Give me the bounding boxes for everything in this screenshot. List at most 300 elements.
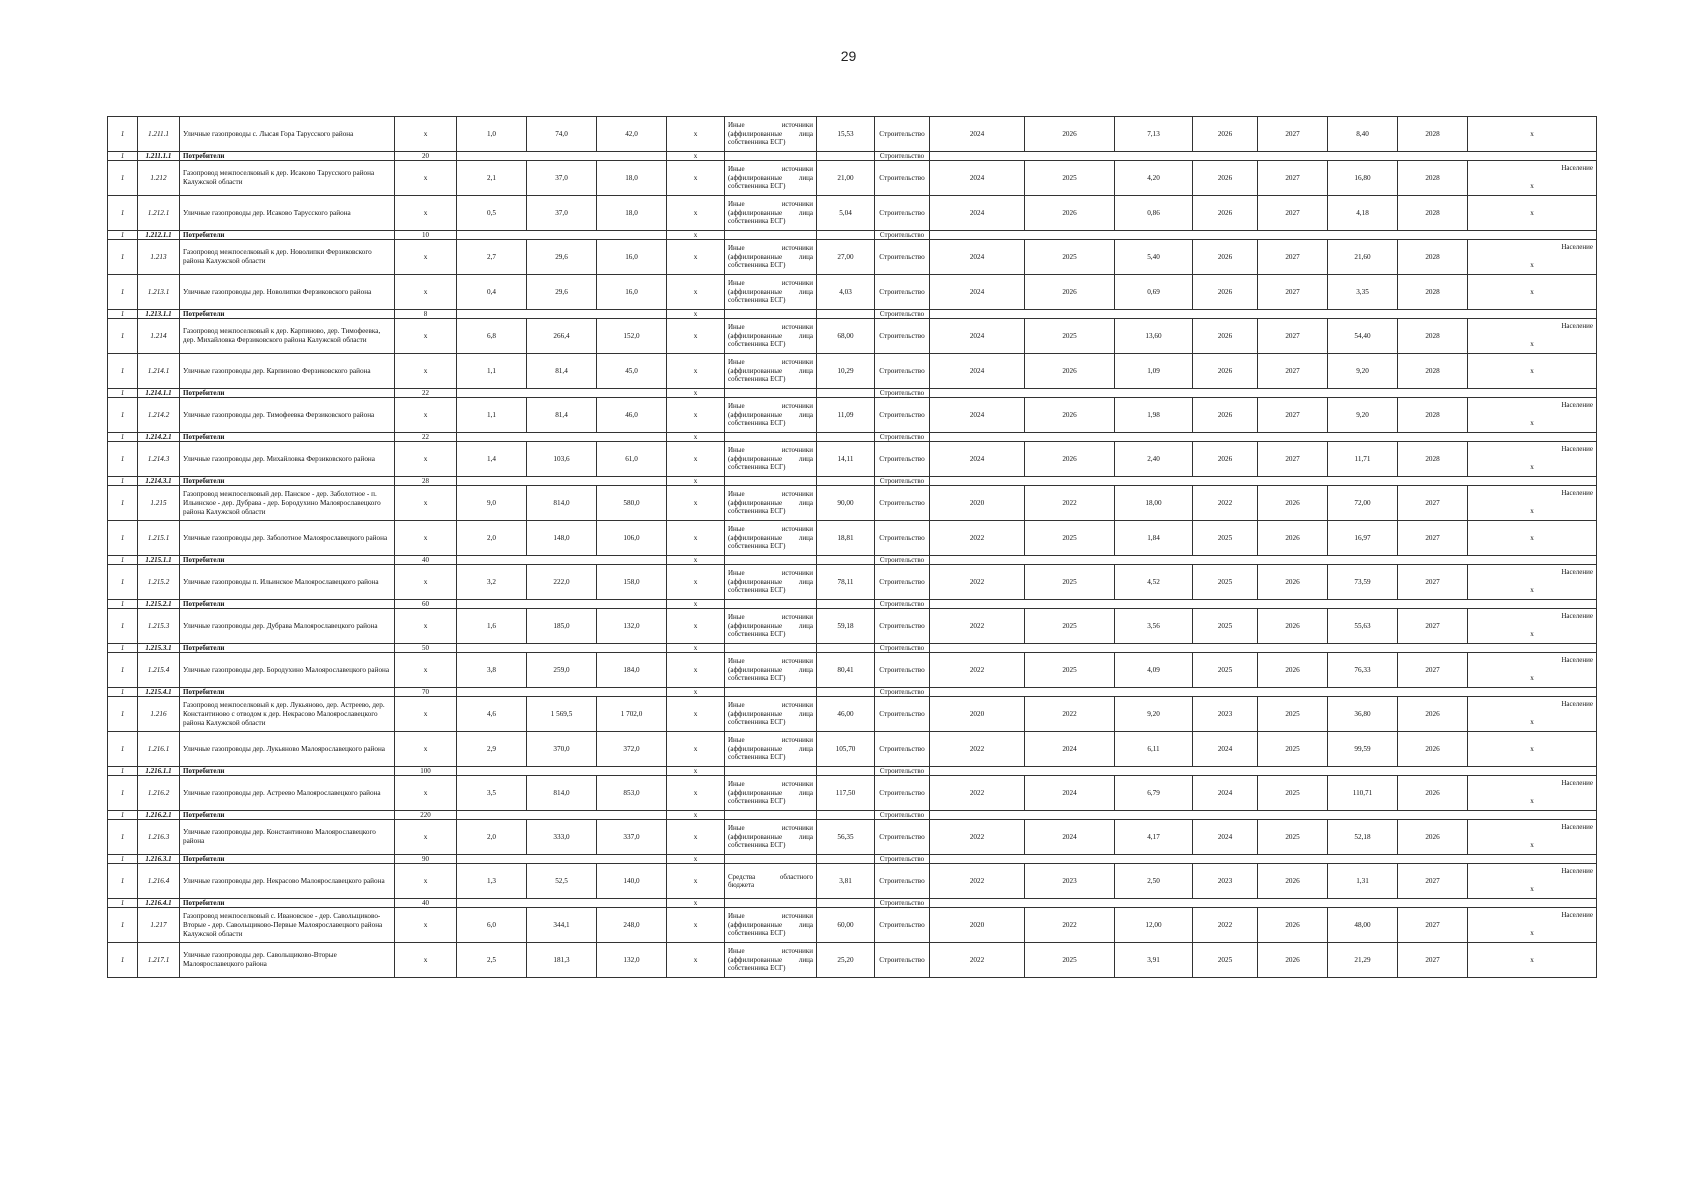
cell-empty xyxy=(817,811,875,820)
cell-y3: 2026 xyxy=(1193,196,1258,231)
cell-source xyxy=(725,908,817,943)
cell-x2: х xyxy=(667,240,725,275)
cell-cost: 25,20 xyxy=(817,943,875,978)
cell-x2: х xyxy=(667,899,725,908)
cell-empty xyxy=(817,600,875,609)
funding-source: Иные источники (аффилированные лица собственника ЕСГ) xyxy=(728,701,813,727)
cell-kind_work: Строительство xyxy=(875,442,930,477)
cell-tail xyxy=(1468,442,1597,477)
cell-y2: 2025 xyxy=(1025,319,1115,354)
table-row xyxy=(108,240,1597,275)
cell-code: 1.215.2 xyxy=(138,565,180,600)
cell-tail: х xyxy=(1468,732,1597,767)
cell-tail xyxy=(1468,776,1597,811)
table-row xyxy=(108,732,1597,767)
population-label: Население xyxy=(1561,444,1593,453)
cell-y2: 2022 xyxy=(1025,697,1115,732)
cell-name: Потребители xyxy=(180,855,395,864)
cell-p1: 81,4 xyxy=(527,398,597,433)
cell-y5: 2028 xyxy=(1398,117,1468,152)
cell-name: Потребители xyxy=(180,811,395,820)
cell-x1: х xyxy=(395,609,457,644)
cell-x2: х xyxy=(667,609,725,644)
cell-p2: 132,0 xyxy=(597,943,667,978)
population-label: Население xyxy=(1561,866,1593,875)
funding-source: Иные источники (аффилированные лица собственника ЕСГ) xyxy=(728,613,813,639)
cell-level: 1 xyxy=(108,231,138,240)
cell-x1: х xyxy=(395,521,457,556)
cell-v2: 73,59 xyxy=(1328,565,1398,600)
cell-kind_work: Строительство xyxy=(875,697,930,732)
population-label: Население xyxy=(1561,611,1593,620)
cell-v2: 55,63 xyxy=(1328,609,1398,644)
cell-name: Уличные газопроводы дер. Исаково Тарусского района xyxy=(180,196,395,231)
cell-y3: 2025 xyxy=(1193,521,1258,556)
cell-code: 1.211.1.1 xyxy=(138,152,180,161)
cell-level: 1 xyxy=(108,653,138,688)
cell-tail xyxy=(1468,240,1597,275)
cell-x2: х xyxy=(667,653,725,688)
cell-level: 1 xyxy=(108,864,138,899)
table-subrow xyxy=(108,152,1597,161)
cell-name: Газопровод межпоселковый к дер. Карпиново, дер. Тимофеевка, дер. Михайловка Ферзиковского района Калужской области xyxy=(180,319,395,354)
cell-name: Уличные газопроводы дер. Некрасово Малоярославецкого района xyxy=(180,864,395,899)
cell-y5: 2026 xyxy=(1398,776,1468,811)
cell-code: 1.215 xyxy=(138,486,180,521)
cell-y2: 2023 xyxy=(1025,864,1115,899)
cell-cost: 56,35 xyxy=(817,820,875,855)
cell-empty xyxy=(930,556,1597,565)
cell-name: Уличные газопроводы п. Ильинское Малоярославецкого района xyxy=(180,565,395,600)
cell-empty xyxy=(930,811,1597,820)
cell-code: 1.217 xyxy=(138,908,180,943)
cell-y3: 2026 xyxy=(1193,275,1258,310)
cell-code: 1.212.1.1 xyxy=(138,231,180,240)
cell-y2: 2025 xyxy=(1025,943,1115,978)
cell-empty xyxy=(457,556,667,565)
cell-p1: 103,6 xyxy=(527,442,597,477)
cell-v2: 11,71 xyxy=(1328,442,1398,477)
cell-code: 1.215.4 xyxy=(138,653,180,688)
cell-x2: х xyxy=(667,354,725,389)
funding-source: Иные источники (аффилированные лица собственника ЕСГ) xyxy=(728,912,813,938)
cell-y3: 2026 xyxy=(1193,354,1258,389)
population-label: Население xyxy=(1561,488,1593,497)
cell-y4: 2025 xyxy=(1258,732,1328,767)
cell-y5: 2027 xyxy=(1398,943,1468,978)
cell-p1: 814,0 xyxy=(527,486,597,521)
cell-code: 1.215.3.1 xyxy=(138,644,180,653)
cell-empty xyxy=(457,433,667,442)
cell-y2: 2025 xyxy=(1025,161,1115,196)
cell-empty xyxy=(457,767,667,776)
cell-y3: 2023 xyxy=(1193,864,1258,899)
table-subrow xyxy=(108,433,1597,442)
cell-empty xyxy=(725,477,817,486)
cell-kind_work: Строительство xyxy=(875,398,930,433)
cell-code: 1.216 xyxy=(138,697,180,732)
cell-empty xyxy=(457,855,667,864)
cell-tail: х xyxy=(1530,339,1534,348)
cell-cost: 21,00 xyxy=(817,161,875,196)
cell-kind_work: Строительство xyxy=(875,319,930,354)
table-subrow xyxy=(108,600,1597,609)
cell-x2: х xyxy=(667,319,725,354)
cell-code: 1.217.1 xyxy=(138,943,180,978)
cell-y3: 2024 xyxy=(1193,820,1258,855)
cell-level: 1 xyxy=(108,811,138,820)
cell-y5: 2027 xyxy=(1398,565,1468,600)
cell-level: 1 xyxy=(108,697,138,732)
cell-y4: 2025 xyxy=(1258,697,1328,732)
cell-tail xyxy=(1468,398,1597,433)
cell-y4: 2027 xyxy=(1258,161,1328,196)
cell-kind_work: Строительство xyxy=(875,600,930,609)
cell-empty xyxy=(457,389,667,398)
cell-p2: 853,0 xyxy=(597,776,667,811)
cell-x1: х xyxy=(395,864,457,899)
cell-name: Уличные газопроводы дер. Савольщиково-Вторые Малоярославецкого района xyxy=(180,943,395,978)
cell-p1: 1 569,5 xyxy=(527,697,597,732)
cell-x1: х xyxy=(395,275,457,310)
cell-p2: 106,0 xyxy=(597,521,667,556)
cell-name: Уличные газопроводы дер. Бородухино Малоярославецкого района xyxy=(180,653,395,688)
cell-v2: 52,18 xyxy=(1328,820,1398,855)
cell-kind_work: Строительство xyxy=(875,653,930,688)
cell-code: 1.215.4.1 xyxy=(138,688,180,697)
cell-cost: 78,11 xyxy=(817,565,875,600)
cell-p2: 372,0 xyxy=(597,732,667,767)
cell-level: 1 xyxy=(108,389,138,398)
cell-count: 100 xyxy=(395,767,457,776)
cell-empty xyxy=(457,644,667,653)
cell-empty xyxy=(817,433,875,442)
table-subrow xyxy=(108,389,1597,398)
cell-p1: 344,1 xyxy=(527,908,597,943)
cell-empty xyxy=(725,310,817,319)
cell-cost: 10,29 xyxy=(817,354,875,389)
cell-y1: 2022 xyxy=(930,609,1025,644)
population-label: Население xyxy=(1561,699,1593,708)
cell-kind_work: Строительство xyxy=(875,688,930,697)
cell-code: 1.215.1 xyxy=(138,521,180,556)
cell-v: 18,00 xyxy=(1115,486,1193,521)
cell-empty xyxy=(930,152,1597,161)
cell-len: 1,1 xyxy=(457,354,527,389)
cell-y4: 2027 xyxy=(1258,275,1328,310)
cell-tail xyxy=(1468,319,1597,354)
cell-y1: 2022 xyxy=(930,653,1025,688)
cell-y4: 2027 xyxy=(1258,319,1328,354)
cell-p1: 74,0 xyxy=(527,117,597,152)
cell-source xyxy=(725,943,817,978)
funding-source: Иные источники (аффилированные лица собственника ЕСГ) xyxy=(728,780,813,806)
cell-v2: 16,97 xyxy=(1328,521,1398,556)
cell-empty xyxy=(725,811,817,820)
cell-y5: 2027 xyxy=(1398,609,1468,644)
cell-source xyxy=(725,196,817,231)
cell-code: 1.213 xyxy=(138,240,180,275)
cell-count: 22 xyxy=(395,389,457,398)
cell-empty xyxy=(725,231,817,240)
cell-y4: 2025 xyxy=(1258,820,1328,855)
page-number: 29 xyxy=(840,48,857,64)
cell-y3: 2022 xyxy=(1193,486,1258,521)
table-subrow xyxy=(108,811,1597,820)
cell-x2: х xyxy=(667,864,725,899)
cell-x2: х xyxy=(667,433,725,442)
cell-x2: х xyxy=(667,389,725,398)
cell-p1: 333,0 xyxy=(527,820,597,855)
cell-y3: 2026 xyxy=(1193,398,1258,433)
cell-y4: 2026 xyxy=(1258,609,1328,644)
cell-v2: 8,40 xyxy=(1328,117,1398,152)
cell-name: Уличные газопроводы дер. Заболотное Малоярославецкого района xyxy=(180,521,395,556)
cell-v: 12,00 xyxy=(1115,908,1193,943)
cell-p1: 37,0 xyxy=(527,161,597,196)
cell-y5: 2027 xyxy=(1398,521,1468,556)
population-label: Население xyxy=(1561,400,1593,409)
cell-v: 3,56 xyxy=(1115,609,1193,644)
table-row xyxy=(108,697,1597,732)
cell-tail: х xyxy=(1530,840,1534,849)
cell-len: 1,6 xyxy=(457,609,527,644)
cell-v: 1,98 xyxy=(1115,398,1193,433)
funding-source: Иные источники (аффилированные лица собственника ЕСГ) xyxy=(728,947,813,973)
cell-len: 2,1 xyxy=(457,161,527,196)
cell-y2: 2022 xyxy=(1025,908,1115,943)
cell-level: 1 xyxy=(108,767,138,776)
cell-source xyxy=(725,354,817,389)
funding-source: Иные источники (аффилированные лица собственника ЕСГ) xyxy=(728,446,813,472)
cell-empty xyxy=(457,152,667,161)
cell-empty xyxy=(457,310,667,319)
cell-count: 40 xyxy=(395,556,457,565)
cell-cost: 5,04 xyxy=(817,196,875,231)
cell-cost: 90,00 xyxy=(817,486,875,521)
cell-y5: 2026 xyxy=(1398,820,1468,855)
cell-y1: 2022 xyxy=(930,820,1025,855)
funding-source: Иные источники (аффилированные лица собственника ЕСГ) xyxy=(728,279,813,305)
cell-count: 70 xyxy=(395,688,457,697)
cell-x1: х xyxy=(395,486,457,521)
cell-cost: 105,70 xyxy=(817,732,875,767)
cell-source xyxy=(725,275,817,310)
cell-y2: 2026 xyxy=(1025,354,1115,389)
population-label: Население xyxy=(1561,910,1593,919)
cell-empty xyxy=(930,855,1597,864)
cell-y2: 2025 xyxy=(1025,565,1115,600)
table-subrow xyxy=(108,767,1597,776)
cell-v: 5,40 xyxy=(1115,240,1193,275)
cell-cost: 117,50 xyxy=(817,776,875,811)
cell-count: 22 xyxy=(395,433,457,442)
cell-x2: х xyxy=(667,275,725,310)
cell-empty xyxy=(817,855,875,864)
cell-name: Газопровод межпоселковый к дер. Новолипки Ферзиковского района Калужской области xyxy=(180,240,395,275)
cell-cost: 18,81 xyxy=(817,521,875,556)
cell-cost: 59,18 xyxy=(817,609,875,644)
cell-x2: х xyxy=(667,732,725,767)
cell-empty xyxy=(817,556,875,565)
cell-p2: 580,0 xyxy=(597,486,667,521)
cell-x1: х xyxy=(395,196,457,231)
cell-y3: 2023 xyxy=(1193,697,1258,732)
funding-source: Иные источники (аффилированные лица собственника ЕСГ) xyxy=(728,824,813,850)
cell-level: 1 xyxy=(108,855,138,864)
funding-source: Иные источники (аффилированные лица собственника ЕСГ) xyxy=(728,525,813,551)
cell-y3: 2025 xyxy=(1193,943,1258,978)
cell-tail: х xyxy=(1468,275,1597,310)
table-row xyxy=(108,442,1597,477)
cell-p2: 61,0 xyxy=(597,442,667,477)
funding-source: Иные источники (аффилированные лица собственника ЕСГ) xyxy=(728,657,813,683)
cell-v: 4,20 xyxy=(1115,161,1193,196)
table-subrow xyxy=(108,231,1597,240)
cell-name: Потребители xyxy=(180,477,395,486)
cell-y2: 2024 xyxy=(1025,820,1115,855)
cell-y4: 2027 xyxy=(1258,196,1328,231)
cell-kind_work: Строительство xyxy=(875,231,930,240)
cell-tail xyxy=(1468,820,1597,855)
cell-code: 1.214.1 xyxy=(138,354,180,389)
cell-empty xyxy=(930,433,1597,442)
cell-level: 1 xyxy=(108,943,138,978)
cell-x2: х xyxy=(667,477,725,486)
cell-empty xyxy=(725,152,817,161)
cell-y1: 2022 xyxy=(930,732,1025,767)
cell-tail: х xyxy=(1530,418,1534,427)
cell-x1: х xyxy=(395,161,457,196)
cell-y1: 2020 xyxy=(930,486,1025,521)
cell-y4: 2026 xyxy=(1258,521,1328,556)
cell-y1: 2024 xyxy=(930,117,1025,152)
cell-name: Потребители xyxy=(180,152,395,161)
cell-p1: 185,0 xyxy=(527,609,597,644)
cell-y4: 2027 xyxy=(1258,240,1328,275)
cell-y5: 2028 xyxy=(1398,275,1468,310)
cell-x1: х xyxy=(395,319,457,354)
cell-empty xyxy=(817,389,875,398)
cell-y4: 2025 xyxy=(1258,776,1328,811)
cell-len: 0,5 xyxy=(457,196,527,231)
cell-code: 1.215.3 xyxy=(138,609,180,644)
table-row xyxy=(108,521,1597,556)
cell-level: 1 xyxy=(108,477,138,486)
cell-tail xyxy=(1468,161,1597,196)
cell-len: 2,7 xyxy=(457,240,527,275)
cell-empty xyxy=(725,644,817,653)
cell-source xyxy=(725,732,817,767)
cell-empty xyxy=(457,688,667,697)
cell-tail: х xyxy=(1468,354,1597,389)
cell-tail: х xyxy=(1530,260,1534,269)
cell-x2: х xyxy=(667,855,725,864)
cell-v2: 4,18 xyxy=(1328,196,1398,231)
cell-y2: 2026 xyxy=(1025,275,1115,310)
cell-tail: х xyxy=(1530,585,1534,594)
cell-p2: 152,0 xyxy=(597,319,667,354)
cell-name: Уличные газопроводы дер. Новолипки Ферзиковского района xyxy=(180,275,395,310)
cell-name: Газопровод межпоселковый дер. Панское - дер. Заболотное - п. Ильинское - дер. Дубрава - дер. Бородухино Малоярославецкого района Калужской области xyxy=(180,486,395,521)
cell-code: 1.216.4 xyxy=(138,864,180,899)
funding-source: Иные источники (аффилированные лица собственника ЕСГ) xyxy=(728,244,813,270)
cell-y3: 2026 xyxy=(1193,117,1258,152)
cell-x2: х xyxy=(667,521,725,556)
cell-cost: 27,00 xyxy=(817,240,875,275)
cell-code: 1.215.2.1 xyxy=(138,600,180,609)
cell-kind_work: Строительство xyxy=(875,521,930,556)
cell-empty xyxy=(457,811,667,820)
table-subrow xyxy=(108,556,1597,565)
cell-name: Уличные газопроводы дер. Тимофеевка Ферзиковского района xyxy=(180,398,395,433)
cell-empty xyxy=(817,899,875,908)
cell-y3: 2026 xyxy=(1193,240,1258,275)
cell-tail: х xyxy=(1468,943,1597,978)
cell-v2: 1,31 xyxy=(1328,864,1398,899)
funding-source: Иные источники (аффилированные лица собственника ЕСГ) xyxy=(728,490,813,516)
cell-len: 0,4 xyxy=(457,275,527,310)
cell-code: 1.211.1 xyxy=(138,117,180,152)
cell-tail xyxy=(1468,486,1597,521)
cell-kind_work: Строительство xyxy=(875,943,930,978)
funding-source: Иные источники (аффилированные лица собственника ЕСГ) xyxy=(728,358,813,384)
cell-y4: 2026 xyxy=(1258,486,1328,521)
cell-x1: х xyxy=(395,908,457,943)
cell-cost: 11,09 xyxy=(817,398,875,433)
cell-kind_work: Строительство xyxy=(875,565,930,600)
cell-kind_work: Строительство xyxy=(875,908,930,943)
cell-kind_work: Строительство xyxy=(875,486,930,521)
cell-kind_work: Строительство xyxy=(875,117,930,152)
cell-empty xyxy=(930,231,1597,240)
cell-code: 1.214.2 xyxy=(138,398,180,433)
cell-count: 90 xyxy=(395,855,457,864)
cell-y2: 2026 xyxy=(1025,117,1115,152)
cell-v: 6,79 xyxy=(1115,776,1193,811)
cell-kind_work: Строительство xyxy=(875,389,930,398)
cell-p1: 266,4 xyxy=(527,319,597,354)
cell-cost: 68,00 xyxy=(817,319,875,354)
cell-x1: х xyxy=(395,732,457,767)
cell-len: 6,8 xyxy=(457,319,527,354)
cell-level: 1 xyxy=(108,732,138,767)
cell-cost: 60,00 xyxy=(817,908,875,943)
cell-empty xyxy=(725,688,817,697)
cell-empty xyxy=(725,767,817,776)
cell-len: 3,2 xyxy=(457,565,527,600)
cell-empty xyxy=(817,231,875,240)
cell-cost: 3,81 xyxy=(817,864,875,899)
cell-tail xyxy=(1468,565,1597,600)
cell-level: 1 xyxy=(108,196,138,231)
cell-p1: 181,3 xyxy=(527,943,597,978)
cell-count: 28 xyxy=(395,477,457,486)
population-label: Население xyxy=(1561,778,1593,787)
cell-p2: 184,0 xyxy=(597,653,667,688)
cell-count: 20 xyxy=(395,152,457,161)
cell-y5: 2028 xyxy=(1398,398,1468,433)
cell-p1: 814,0 xyxy=(527,776,597,811)
cell-level: 1 xyxy=(108,609,138,644)
cell-source xyxy=(725,521,817,556)
cell-y2: 2026 xyxy=(1025,196,1115,231)
cell-source xyxy=(725,653,817,688)
cell-name: Уличные газопроводы дер. Дубрава Малоярославецкого района xyxy=(180,609,395,644)
cell-y4: 2027 xyxy=(1258,442,1328,477)
cell-x2: х xyxy=(667,644,725,653)
cell-level: 1 xyxy=(108,600,138,609)
